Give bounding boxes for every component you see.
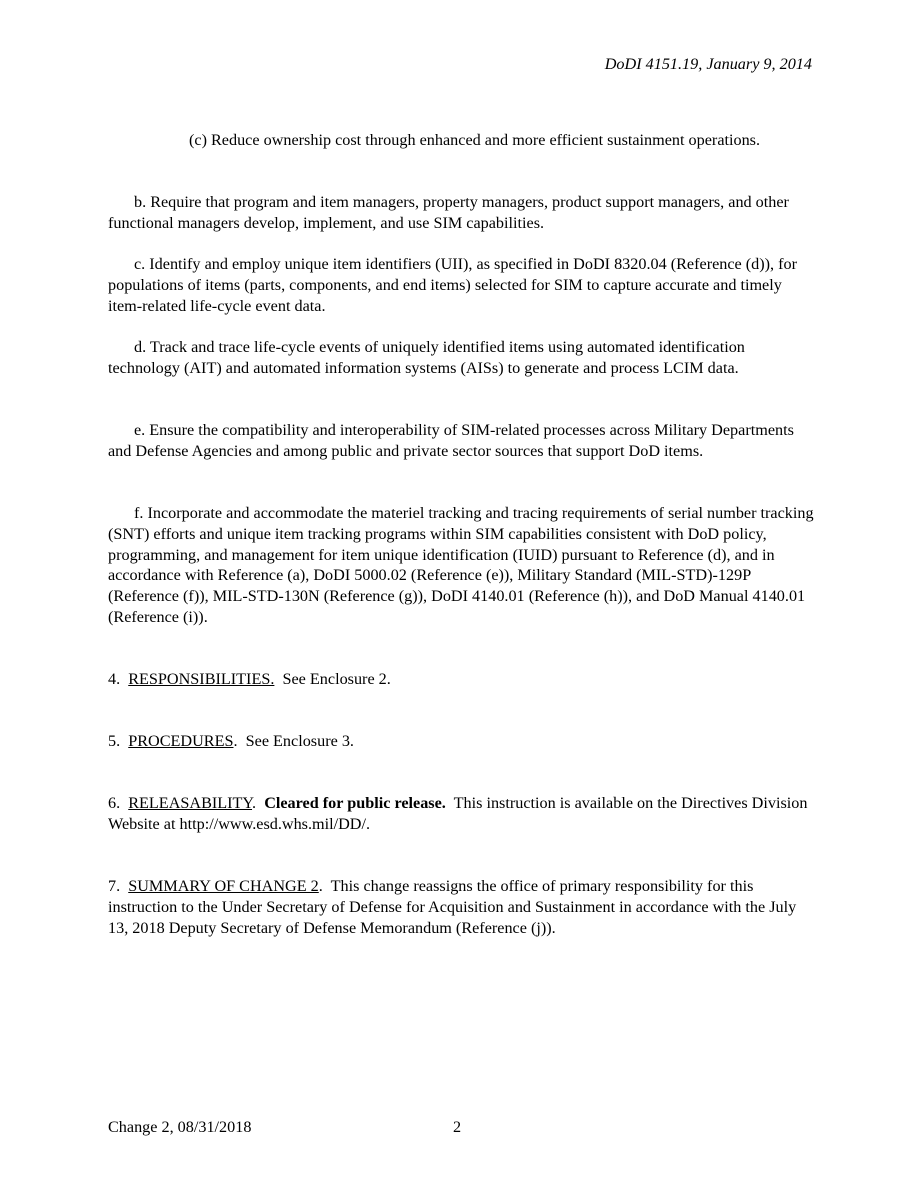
paragraph-e: e. Ensure the compatibility and interoperability of SIM-related processes across Military Departments and Defense Agencies and among public and private sector sources that support DoD items. (108, 421, 794, 460)
section-text: This instruction is available on the Directives Division Website at http://www.esd.whs.mil/DD/. (108, 794, 808, 833)
paragraph-f: f. Incorporate and accommodate the materiel tracking and tracing requirements of serial number tracking (SNT) efforts and unique item tracking programs within SIM capabilities consistent with DoD policy, programming, and management for item unique identification (IUID) pursuant to Reference (d), and in accordance with Reference (a), DoDI 5000.02 (Reference (e)), Military Standard (MIL-STD)-129P (Reference (f)), MIL-STD-130N (Reference (g)), DoDI 4140.01 (Reference (h)), and DoD Manual 4140.01 (Reference (i)). (108, 504, 814, 626)
section-title: RESPONSIBILITIES. (128, 670, 275, 688)
page-number: 2 (453, 1118, 462, 1136)
paragraph-b: b. Require that program and item managers, property managers, product support managers, and other functional managers develop, implement, and use SIM capabilities. (108, 193, 789, 232)
paragraph-d: d. Track and trace life-cycle events of uniquely identified items using automated identification technology (AIT) and automated information systems (AISs) to generate and process LCIM data. (108, 338, 745, 377)
footer-change: Change 2, 08/31/2018 (108, 1118, 252, 1136)
section-number: 5. (108, 732, 121, 750)
section-text: See Enclosure 3. (245, 732, 354, 750)
section-6: 6. RELEASABILITY. Cleared for public release. This instruction is available on the Directives Division Website at http://www.esd.whs.mil/DD/. (108, 794, 808, 833)
section-number: 6. (108, 794, 121, 812)
document-header: DoDI 4151.19, January 9, 2014 (604, 55, 812, 73)
paragraph-c: c. Identify and employ unique item identifiers (UII), as specified in DoDI 8320.04 (Reference (d)), for populations of items (parts, components, and end items) selected for SIM to capture accurate and timely item-related life-cycle event data. (108, 255, 798, 315)
section-number: 7. (108, 877, 121, 895)
section-title: SUMMARY OF CHANGE 2 (128, 877, 319, 895)
paragraph-c-sub: (c) Reduce ownership cost through enhanced and more efficient sustainment operations. (189, 131, 761, 149)
section-text: See Enclosure 2. (282, 670, 391, 688)
section-5: 5. PROCEDURES. See Enclosure 3. (108, 732, 354, 750)
section-number: 4. (108, 670, 121, 688)
section-7: 7. SUMMARY OF CHANGE 2. This change reassigns the office of primary responsibility for this instruction to the Under Secretary of Defense for Acquisition and Sustainment in accordance with the July 13, 2018 Deputy Secretary of Defense Memorandum (Reference (j)). (108, 877, 797, 937)
section-title: PROCEDURES (128, 732, 234, 750)
release-statement: Cleared for public release. (264, 794, 446, 812)
section-4 (108, 669, 820, 690)
section-title: RELEASABILITY (128, 794, 253, 812)
section-text: This change reassigns the office of primary responsibility for this instruction to the Under Secretary of Defense for Acquisition and Sustainment in accordance with the July 13, 2018 Deputy Secretary of Defense Memorandum (Reference (j)). (108, 877, 797, 937)
